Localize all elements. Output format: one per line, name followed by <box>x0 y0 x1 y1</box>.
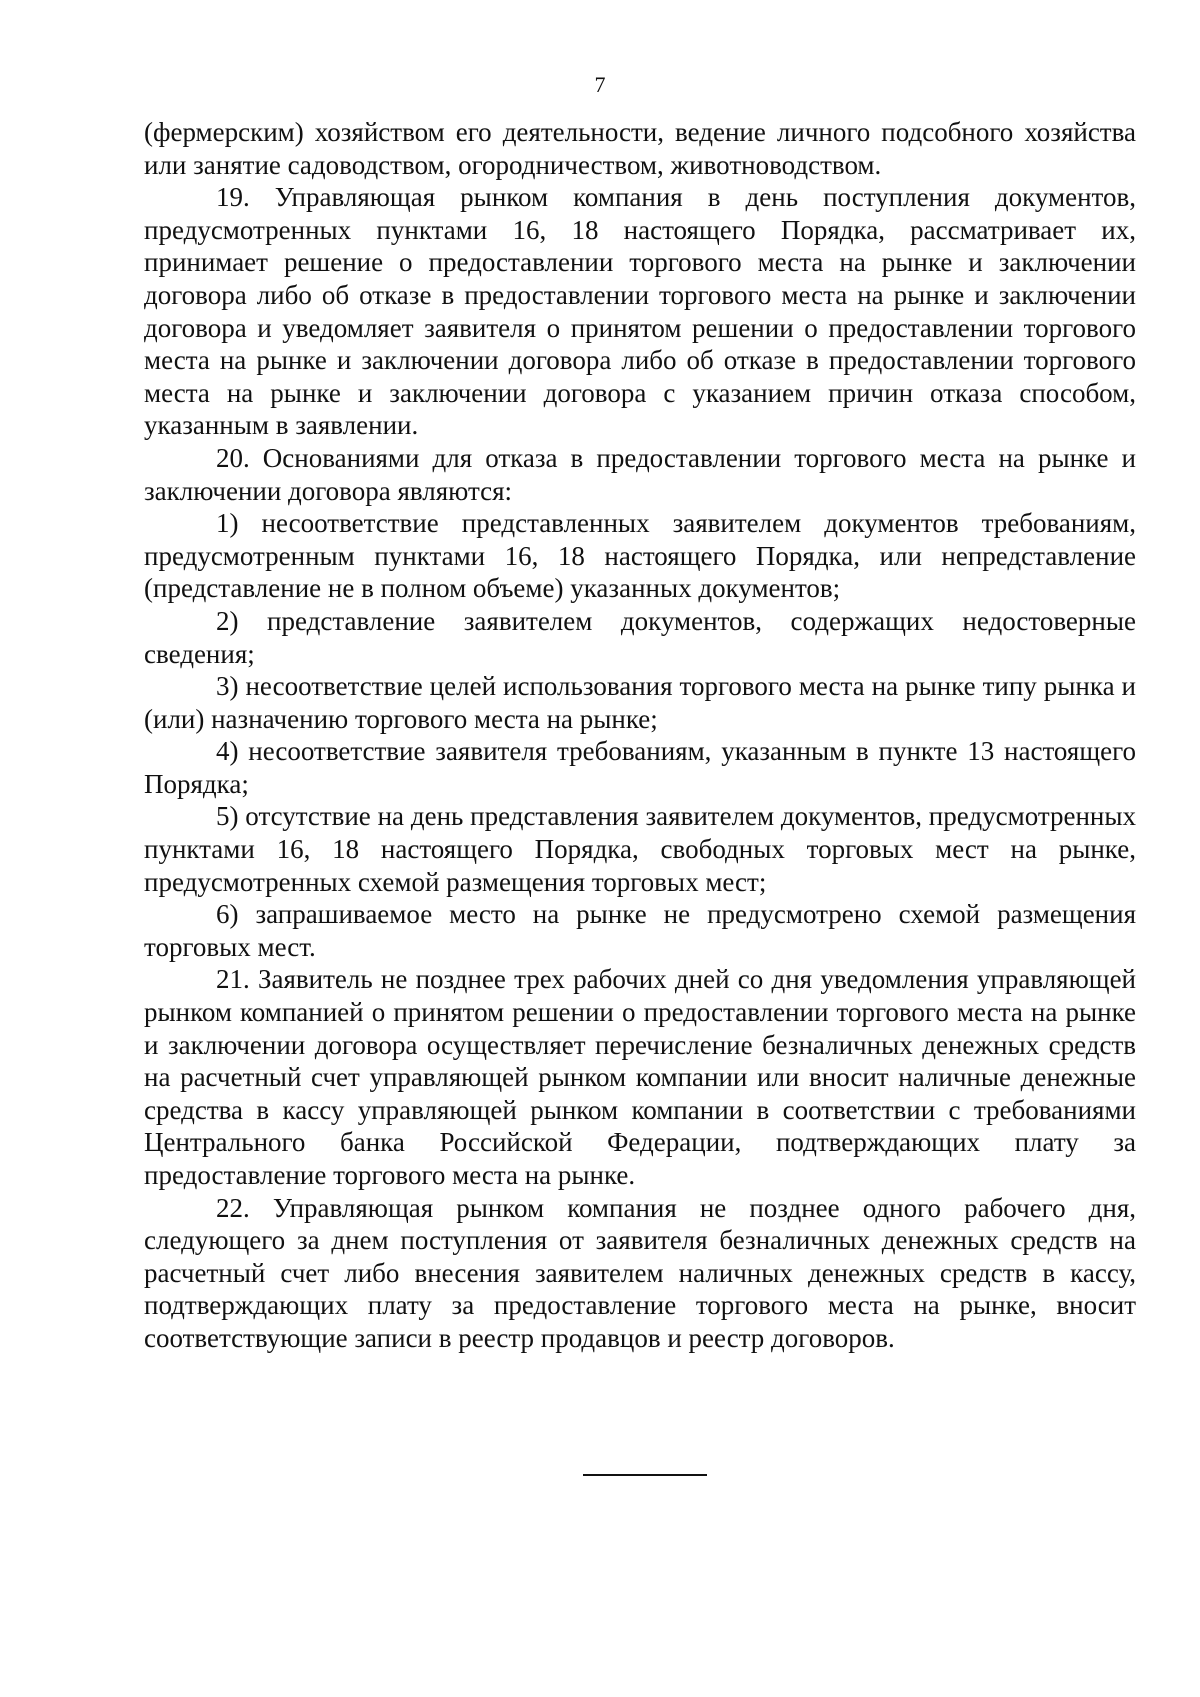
paragraph-clause-19: 19. Управляющая рынком компания в день поступления документов, предусмотренных пунктами 16, 18 настоящего Порядка, рассматривает их, принимает решение о предоставлении торгового места на рынке и заключении договора либо об отказе в предоставлении торгового места на рынке и заключении договора и уведомляет заявителя о принятом решении о предоставлении торгового места на рынке и заключении договора либо об отказе в предоставлении торгового места на рынке и заключении договора с указанием причин отказа способом, указанным в заявлении. <box>144 182 1136 441</box>
list-item-2: 2) представление заявителем документов, содержащих недостоверные сведения; <box>144 605 1136 669</box>
document-body <box>144 116 1136 1355</box>
page-number: 7 <box>594 72 606 97</box>
list-item-4: 4) несоответствие заявителя требованиям, указанным в пункте 13 настоящего Порядка; <box>144 736 1136 799</box>
paragraph-clause-20: 20. Основаниями для отказа в предоставлении торгового места на рынке и заключении договора являются: <box>144 442 1136 506</box>
list-item-1: 1) несоответствие представленных заявителем документов требованиям, предусмотренным пунктами 16, 18 настоящего Порядка, или непредставление (представление не в полном объеме) указанных документов; <box>144 508 1136 604</box>
list-item-3: 3) несоответствие целей использования торгового места на рынке типу рынка и (или) назначению торгового места на рынке; <box>144 671 1136 734</box>
end-of-document-rule <box>583 1474 707 1476</box>
paragraph-clause-21: 21. Заявитель не позднее трех рабочих дней со дня уведомления управляющей рынком компанией о принятом решении о предоставлении торгового места на рынке и заключении договора осуществляет перечисление безналичных денежных средств на расчетный счет управляющей рынком компании или вносит наличные денежные средства в кассу управляющей рынком компании в соответствии с требованиями Центрального банка Российской Федерации, подтверждающих плату за предоставление торгового места на рынке. <box>144 964 1136 1190</box>
paragraph-continuation: (фермерским) хозяйством его деятельности, ведение личного подсобного хозяйства или занятие садоводством, огородничеством, животноводством. <box>144 117 1136 180</box>
list-item-5: 5) отсутствие на день представления заявителем документов, предусмотренных пунктами 16, 18 настоящего Порядка, свободных торговых мест на рынке, предусмотренных схемой размещения торговых мест; <box>144 801 1136 897</box>
list-item-6: 6) запрашиваемое место на рынке не предусмотрено схемой размещения торговых мест. <box>144 899 1136 962</box>
paragraph-clause-22: 22. Управляющая рынком компания не позднее одного рабочего дня, следующего за днем поступления от заявителя безналичных денежных средств на расчетный счет либо внесения заявителем наличных денежных средств в кассу, подтверждающих плату за предоставление торгового места на рынке, вносит соответствующие записи в реестр продавцов и реестр договоров. <box>144 1192 1136 1353</box>
